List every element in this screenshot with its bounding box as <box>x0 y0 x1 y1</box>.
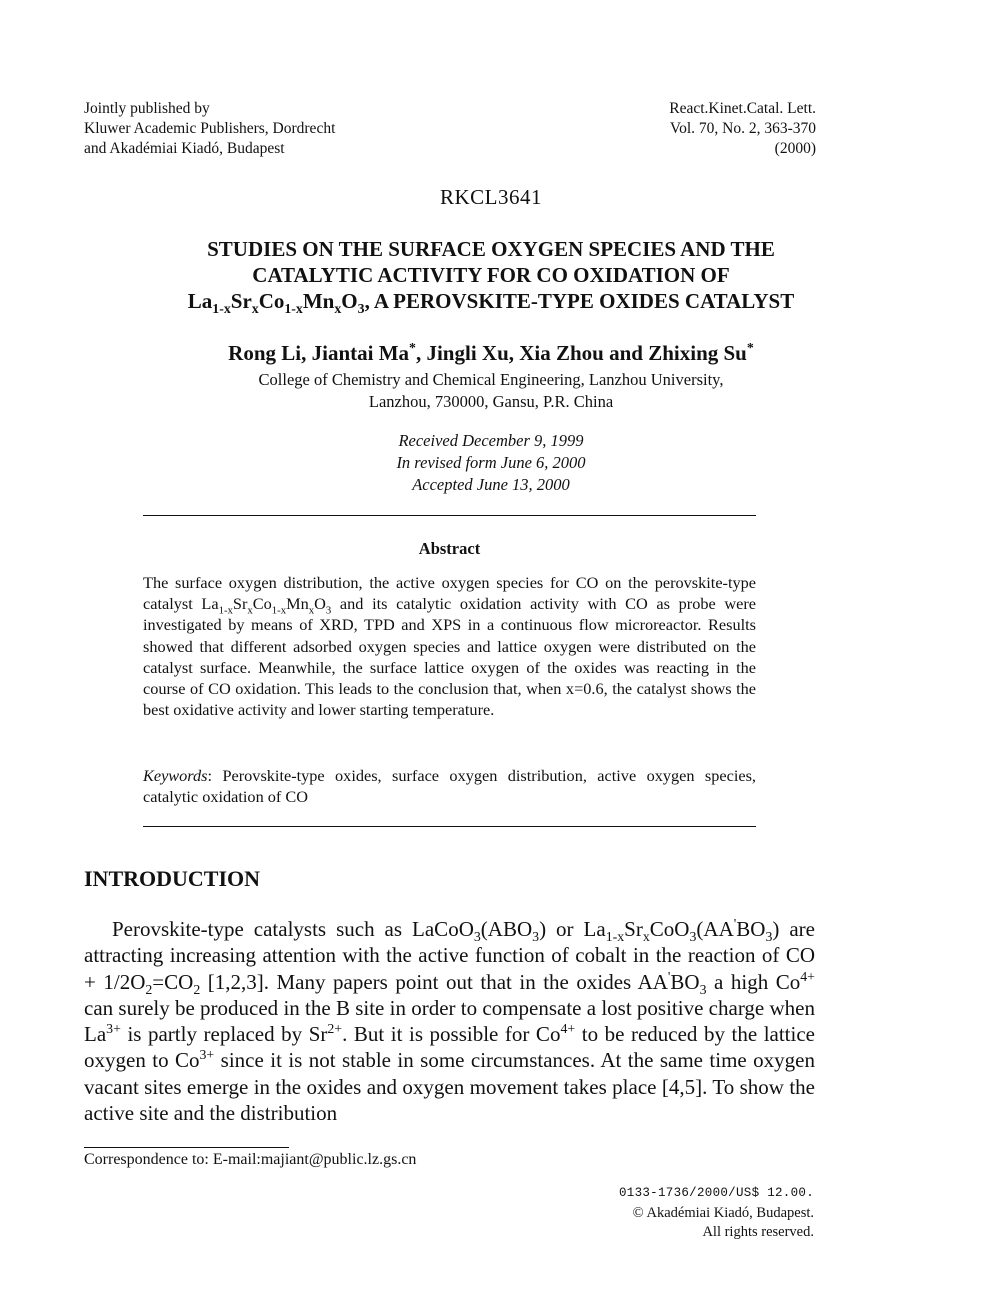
title-line: STUDIES ON THE SURFACE OXYGEN SPECIES AND THE <box>207 237 775 261</box>
formula-part: La <box>201 594 219 614</box>
formula-part: Mn <box>302 289 335 313</box>
sub: 2 <box>145 981 153 997</box>
journal-name: React.Kinet.Catal. Lett. <box>669 100 816 117</box>
paper-title <box>80 236 902 317</box>
formula-part: O <box>341 289 358 313</box>
paragraph <box>84 916 815 1126</box>
corresponding-mark: * <box>409 340 416 355</box>
journal-volume: Vol. 70, No. 2, 363-370 <box>669 120 816 137</box>
text-run: is partly replaced by Sr <box>120 1022 328 1047</box>
formula-sub: 3 <box>357 301 365 317</box>
formula-sub: 3 <box>325 604 332 617</box>
text-run: (AA <box>696 917 734 941</box>
sup: 3+ <box>106 1021 121 1037</box>
formula-sub: 1-x <box>212 301 231 317</box>
introduction-body <box>84 916 815 1126</box>
formula-part: Co <box>252 594 272 614</box>
copyright-block <box>619 1184 814 1243</box>
publisher-line: and Akadémiai Kiadó, Budapest <box>84 140 285 157</box>
abstract-part: The surface oxygen distribution, the active oxygen species for CO on the perovskite-type catalyst <box>143 573 756 614</box>
formula-sub: x <box>308 604 315 617</box>
affiliation-line: Lanzhou, 730000, Gansu, P.R. China <box>368 392 614 411</box>
text-run: Sr <box>624 917 643 941</box>
sub: 1-x <box>605 929 625 945</box>
text-run: since it is not stable in some circumstances. At the same time oxygen vacant sites emerge in the oxides and oxygen movement takes place [4,5]. To show the active site and the distribution <box>84 1048 815 1126</box>
abstract-heading: Abstract <box>418 539 481 558</box>
text-run: (ABO <box>480 917 533 941</box>
prime: ' <box>733 916 737 931</box>
formula-part: La <box>187 289 213 313</box>
text-run: Perovskite-type catalysts such as LaCoO <box>112 917 474 941</box>
sup: 4+ <box>560 1021 576 1037</box>
affiliation <box>80 369 902 413</box>
formula-sub: x <box>247 604 253 617</box>
keywords-text: : Perovskite-type oxides, surface oxygen distribution, active oxygen species, catalytic oxidation of CO <box>143 766 756 807</box>
abstract-part: and its catalytic oxidation activity with CO as probe were investigated by means of XRD, TPD and XPS in a continuous flow microreactor. Results showed that different adsorbed oxygen species and lattice oxygen were distributed on the catalyst surface. Meanwhile, the surface lattice oxygen of the oxides was reacting in the course of CO oxidation. This leads to the conclusion that, when x=0.6, the catalyst shows the best oxidative activity and lower starting temperature. <box>143 594 757 720</box>
text-run: BO <box>736 917 766 941</box>
text-run: can surely be produced in the B site in order to compensate a lost positive charge when La <box>84 995 815 1047</box>
title-line: CATALYTIC ACTIVITY FOR CO OXIDATION OF <box>252 263 730 287</box>
publisher-info <box>84 99 335 159</box>
journal-citation <box>669 99 816 159</box>
sup: 4+ <box>800 968 815 984</box>
text-run: . But it is possible for Co <box>342 1022 561 1047</box>
text-run: ) are attracting increasing attention with the active function of cobalt in the reaction of CO + 1/2O <box>84 917 815 994</box>
corresponding-mark: * <box>746 340 754 355</box>
accepted-date: Accepted June 13, 2000 <box>412 475 570 494</box>
author-list <box>80 341 902 366</box>
journal-year: (2000) <box>774 140 816 157</box>
sub: 3 <box>532 929 540 945</box>
text-run: =CO <box>152 969 194 994</box>
publisher-line: Kluwer Academic Publishers, Dordrecht <box>84 120 336 137</box>
abstract-text <box>143 572 756 720</box>
formula-sub: 1-x <box>218 604 233 617</box>
rights-line: All rights reserved. <box>702 1224 814 1240</box>
sup: 2+ <box>327 1021 343 1037</box>
formula-part: Sr <box>230 289 252 313</box>
divider <box>143 826 756 827</box>
publisher-line: Jointly published by <box>84 100 210 117</box>
affiliation-line: College of Chemistry and Chemical Engineering, Lanzhou University, <box>258 370 724 389</box>
issn-price: 0133-1736/2000/US$ 12.00. <box>618 1186 814 1200</box>
formula-sub: 1-x <box>284 301 303 317</box>
text-run: a high Co <box>706 969 801 994</box>
formula-part: O <box>314 594 326 614</box>
formula-sub: 1-x <box>271 604 287 617</box>
sub: 3 <box>699 981 707 997</box>
formula-sub: x <box>251 301 259 317</box>
sub: 3 <box>689 929 697 945</box>
formula-sub: x <box>334 301 342 317</box>
formula-part: Co <box>258 289 285 313</box>
title-line <box>80 288 902 317</box>
author-names: , Jingli Xu, Xia Zhou and Zhixing Su <box>415 341 747 365</box>
sub: 3 <box>473 929 481 945</box>
formula-part: Sr <box>232 594 248 614</box>
sup: 3+ <box>199 1047 215 1063</box>
footnote-divider <box>84 1147 289 1148</box>
prime: ' <box>667 968 671 984</box>
correspondence-note: Correspondence to: E-mail:majiant@public.lz.gs.cn <box>84 1151 417 1168</box>
keywords-label: Keywords <box>143 766 208 785</box>
text-run: CoO <box>649 917 690 941</box>
title-rest: , A PEROVSKITE-TYPE OXIDES CATALYST <box>364 289 795 313</box>
keywords <box>143 765 756 807</box>
divider <box>143 515 756 516</box>
copyright-line: © Akadémiai Kiadó, Budapest. <box>632 1204 814 1221</box>
section-heading-introduction: INTRODUCTION <box>84 866 261 891</box>
revised-date: In revised form June 6, 2000 <box>396 453 586 472</box>
sub: x <box>642 929 650 945</box>
text-run: ) or La <box>539 917 606 941</box>
sub: 2 <box>193 981 201 997</box>
sub: 3 <box>765 929 773 945</box>
text-run: [1,2,3]. Many papers point out that in the oxides AA <box>200 969 668 994</box>
author-names: Rong Li, Jiantai Ma <box>228 341 410 365</box>
text-run: BO <box>670 969 700 994</box>
article-code: RKCL3641 <box>439 185 542 209</box>
formula-part: Mn <box>286 594 309 614</box>
text-run: to be reduced by the lattice oxygen to Co <box>84 1022 815 1073</box>
submission-dates <box>80 430 902 496</box>
received-date: Received December 9, 1999 <box>398 431 584 450</box>
